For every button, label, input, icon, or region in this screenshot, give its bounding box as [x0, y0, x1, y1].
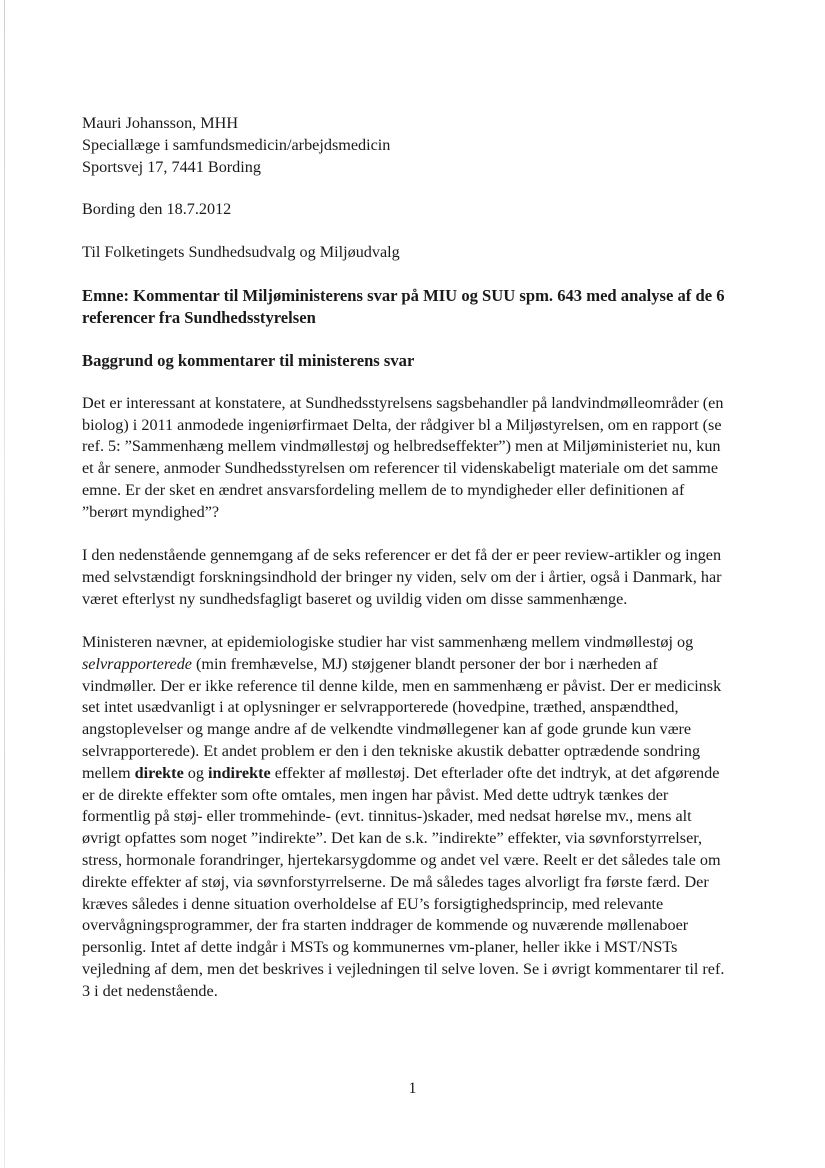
paragraph-2-line: I den nedenstående gennemgang af de seks referencer er det få der er peer review-artikler og ingen: [82, 546, 722, 565]
paragraph-3-text: og: [183, 763, 209, 782]
paragraph-3-text: effekter af møllestøj. Det efterlader ofte det indtryk, at det afgørende: [270, 763, 720, 782]
paragraph-3-line: [82, 763, 752, 785]
sender-block: [82, 113, 752, 178]
paragraph-3-line: formentlig på støj- eller trommehinde- (evt. tinnitus-)skader, med nedsat hørelse mv., mens alt: [82, 807, 692, 826]
paragraph-2: [82, 545, 752, 610]
paragraph-3-line: kræves således i denne situation overholdelse af EU’s forsigtighedsprincip, med relevante: [82, 894, 664, 913]
paragraph-1-line: emne. Er der sket en ændret ansvarsfordeling mellem de to myndigheder eller definitionen af: [82, 480, 685, 499]
paragraph-3-line: 3 i det nedenstående.: [82, 981, 218, 1000]
sender-address: Sportsvej 17, 7441 Bording: [82, 157, 261, 176]
sender-title: Speciallæge i samfundsmedicin/arbejdsmedicin: [82, 135, 391, 154]
subject-line-1: Emne: Kommentar til Miljøministerens svar på MIU og SUU spm. 643 med analyse af de 6: [82, 285, 725, 305]
emphasis-selvrapporterede: selvrapporterede: [82, 654, 192, 673]
letter-body: [82, 113, 752, 1003]
sender-name: Mauri Johansson, MHH: [82, 114, 239, 132]
paragraph-3-line: vejledning af dem, men det beskrives i vejledningen til selve loven. Se i øvrigt kommentarer til ref.: [82, 959, 725, 978]
bold-direkte: direkte: [134, 763, 184, 782]
paragraph-3-line: set intet usædvanligt i at oplysninger er selvrapporterede (hovedpine, træthed, anspændthed,: [82, 698, 679, 717]
paragraph-3-line: angstoplevelser og mange andre af de velkendte vindmøllegener kan af gode grunde kun være: [82, 720, 692, 739]
paragraph-1-line: biolog) i 2011 anmodede ingeniørfirmaet Delta, der rådgiver bl a Miljøstyrelsen, om en rapport (se: [82, 415, 722, 434]
paragraph-1-line: et år senere, anmoder Sundhedsstyrelsen om referencer til videnskabeligt materiale om det samme: [82, 459, 719, 478]
paragraph-3-line: direkte effekter af støj, via søvnforstyrrelserne. De må således tages alvorligt fra første færd. Der: [82, 872, 709, 891]
paragraph-3-line: overvågningsprogrammer, der fra starten inddrager de kommende og nuværende møllenaboer: [82, 916, 689, 935]
paragraph-3-text: (min fremhævelse, MJ) støjgener blandt personer der bor i nærheden af: [192, 654, 658, 673]
recipient-line: Til Folketingets Sundhedsudvalg og Miljøudvalg: [82, 243, 400, 262]
paragraph-3-line: er de direkte effekter som ofte omtales, men ingen har påvist. Med dette udtryk tænkes der: [82, 785, 669, 804]
paragraph-3-line: personlig. Intet af dette indgår i MSTs og kommunernes vm-planer, heller ikke i MST/NSTs: [82, 938, 678, 957]
paragraph-1: [82, 393, 752, 524]
paragraph-2-line: været efterlyst ny sundhedsfagligt baseret og uvildig viden om disse sammenhænge.: [82, 589, 628, 608]
scan-edge-line: [4, 0, 5, 1168]
subject-heading: [82, 285, 752, 329]
paragraph-1-line: ”berørt myndighed”?: [82, 502, 220, 521]
date-line: Bording den 18.7.2012: [82, 200, 232, 219]
paragraph-3-line: øvrigt opfattes som noget ”indirekte”. Det kan de s.k. ”indirekte” effekter, via søvnforstyrrelser,: [82, 829, 703, 848]
page-number: 1: [408, 1080, 417, 1097]
paragraph-3-line: Ministeren nævner, at epidemiologiske studier har vist sammenhæng mellem vindmøllestøj og: [82, 632, 694, 651]
paragraph-2-line: med selvstændigt forskningsindhold der bringer ny viden, selv om der i årtier, også i Danmark, har: [82, 567, 722, 586]
subject-line-2: referencer fra Sundhedsstyrelsen: [82, 307, 316, 327]
paragraph-3-line: [82, 654, 752, 676]
paragraph-3-line: stress, hormonale forandringer, hjertekarsygdomme og andet vel være. Reelt er det således tale om: [82, 850, 721, 869]
section-title: Baggrund og kommentarer til ministerens svar: [82, 350, 415, 370]
paragraph-3: [82, 632, 752, 1003]
bold-indirekte: indirekte: [208, 763, 271, 782]
paragraph-1-line: ref. 5: ”Sammenhæng mellem vindmøllestøj og helbredseffekter”) men at Miljøministeriet nu, kun: [82, 437, 721, 456]
paragraph-1-line: Det er interessant at konstatere, at Sundhedsstyrelsens sagsbehandler på landvindmølleområder (en: [82, 393, 724, 412]
paragraph-3-text: mellem: [82, 763, 135, 782]
paragraph-3-line: selvrapporterede). Et andet problem er den i den tekniske akustik debatter optrædende sondring: [82, 741, 701, 760]
paragraph-3-line: vindmøller. Der er ikke reference til denne kilde, men en sammenhæng er påvist. Der er medicinsk: [82, 676, 722, 695]
